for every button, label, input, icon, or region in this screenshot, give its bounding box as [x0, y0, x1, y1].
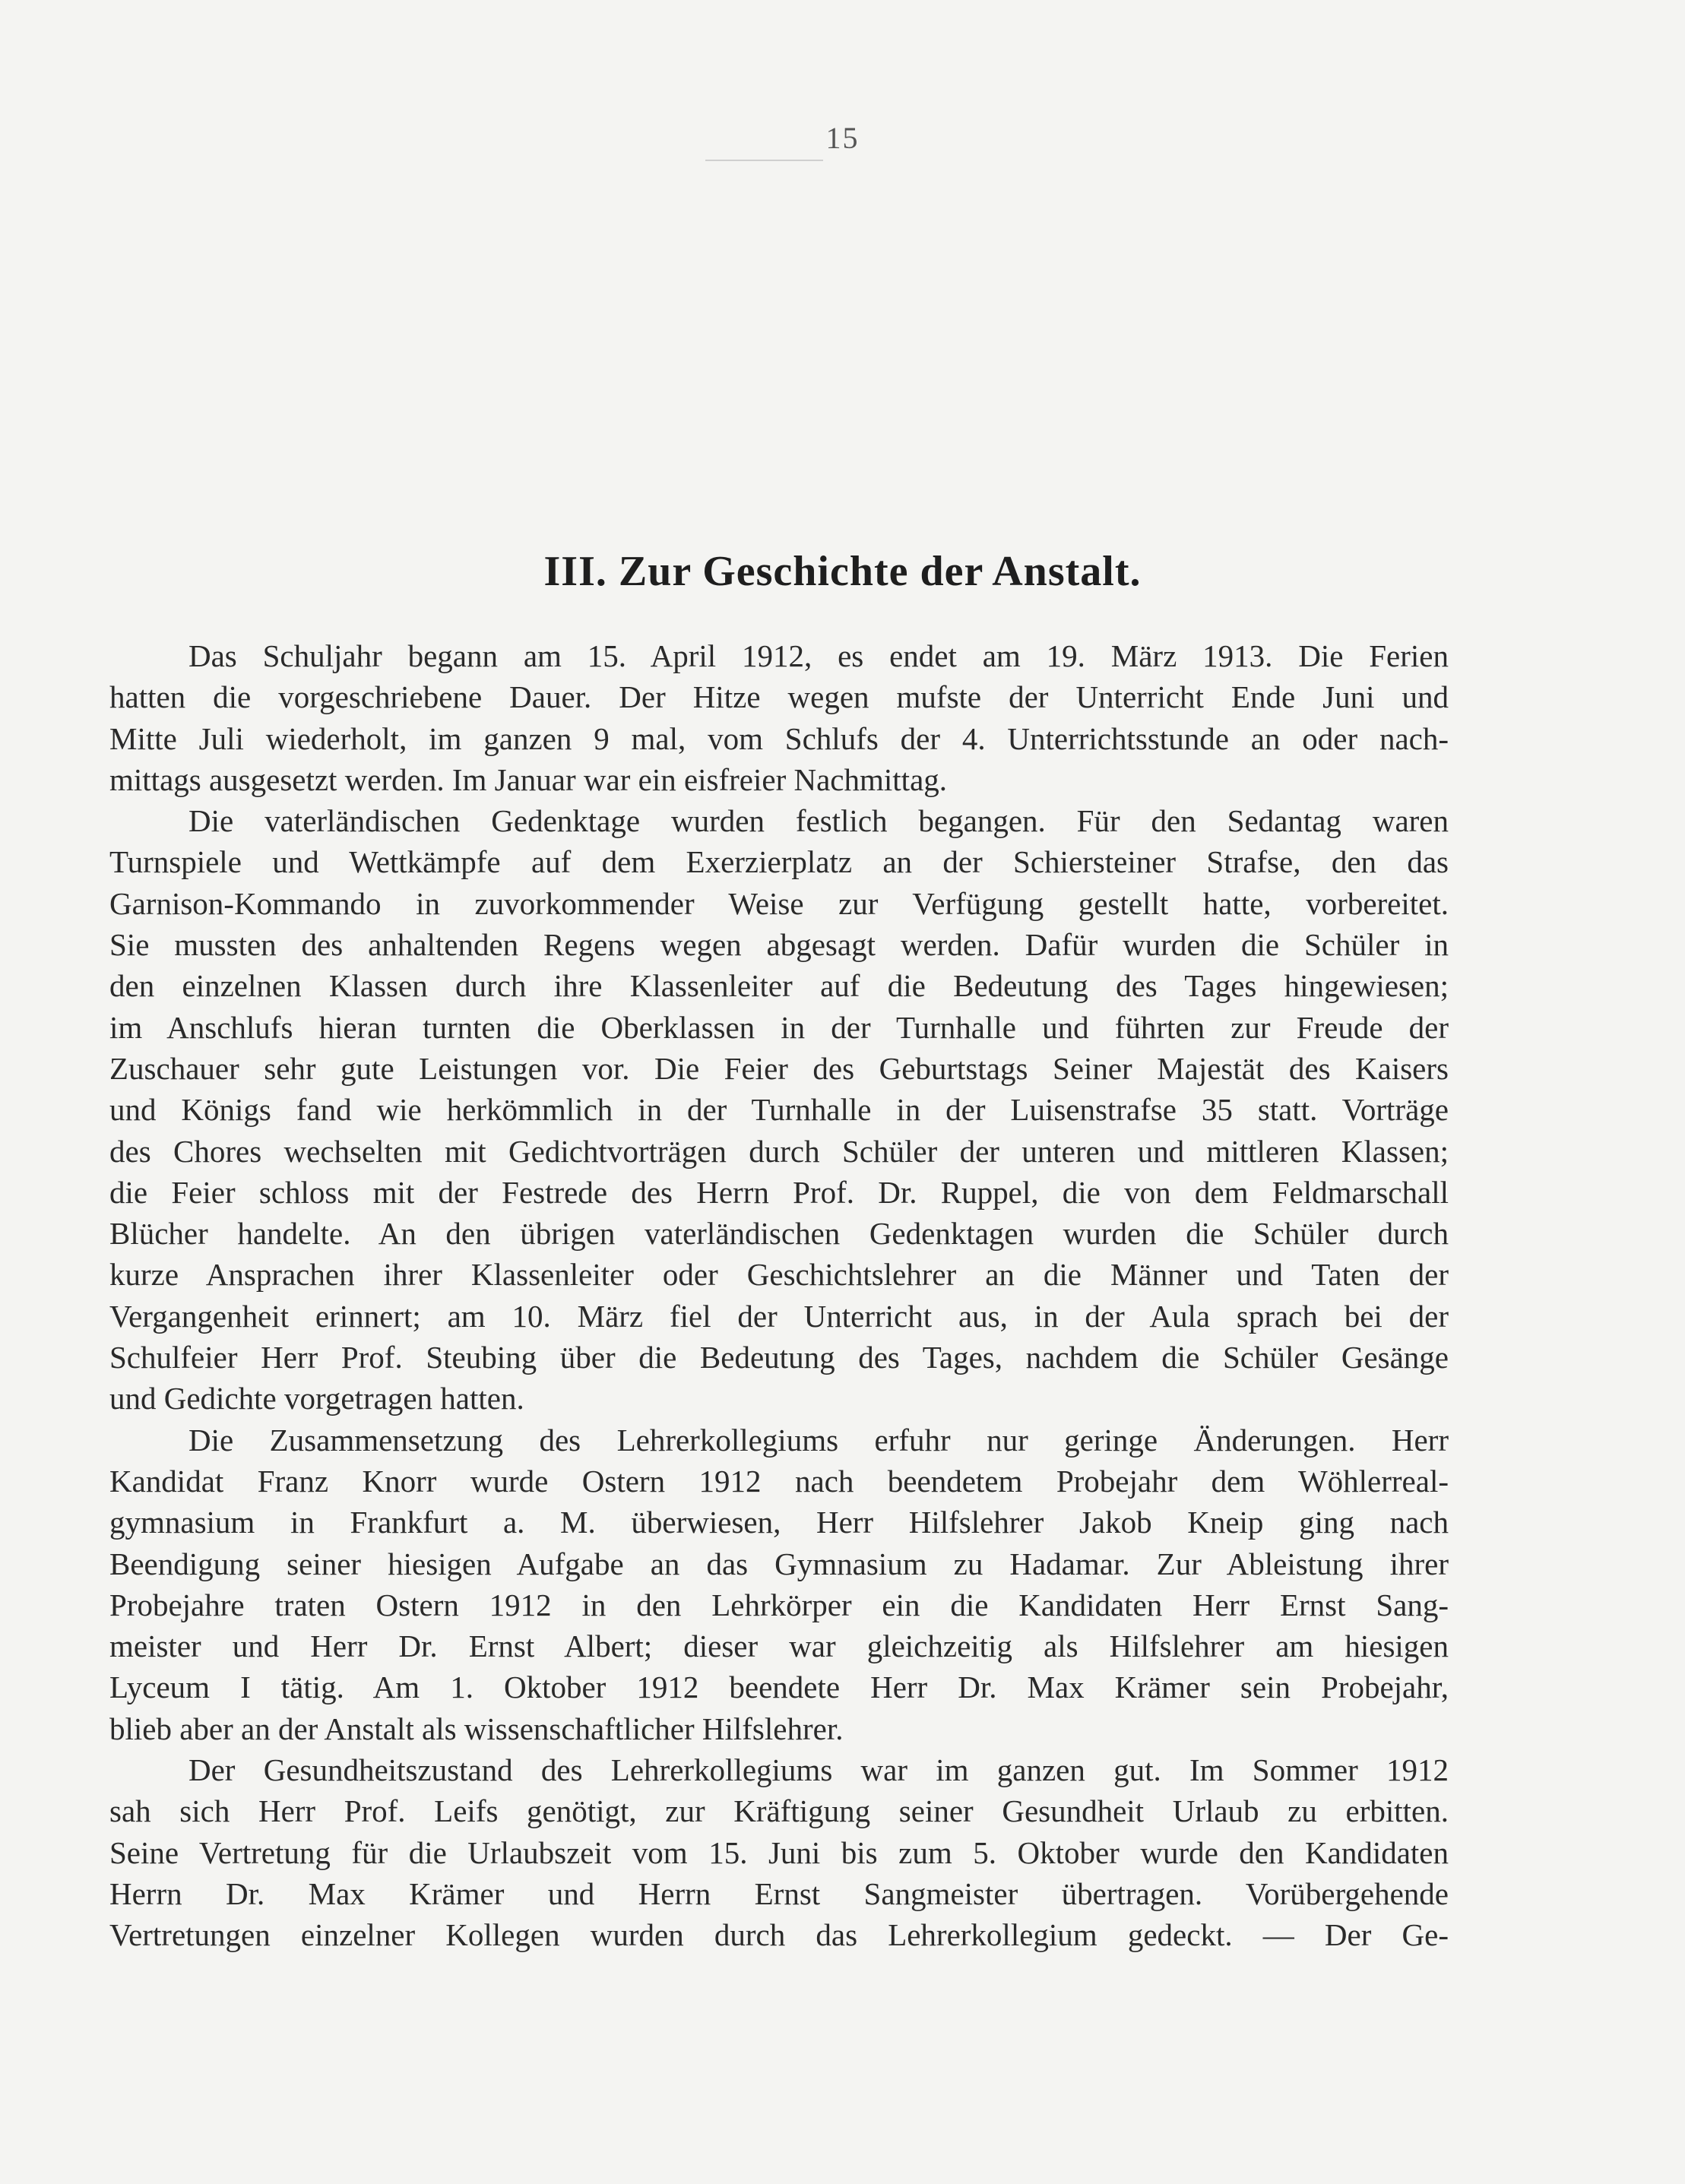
text-line: Beendigung seiner hiesigen Aufgabe an das Gymnasium zu Hadamar. Zur Ableistung ihrer: [109, 1546, 1449, 1581]
text-line: Sie mussten des anhaltenden Regens wegen abgesagt werden. Dafür wurden die Schüler in: [109, 927, 1449, 963]
text-line: blieb aber an der Anstalt als wissenschaftlicher Hilfslehrer.: [109, 1711, 844, 1746]
text-line: den einzelnen Klassen durch ihre Klassenleiter auf die Bedeutung des Tages hingewiesen;: [109, 968, 1449, 1004]
text-line: Vertretungen einzelner Kollegen wurden durch das Lehrerkollegium gedeckt. — Der Ge-: [109, 1917, 1449, 1953]
body-text: [109, 635, 1449, 1956]
text-line: Kandidat Franz Knorr wurde Ostern 1912 nach beendetem Probejahr dem Wöhlerreal-: [109, 1463, 1449, 1499]
text-line: Zuschauer sehr gute Leistungen vor. Die Feier des Geburtstags Seiner Majestät des Kaisers: [109, 1050, 1449, 1086]
text-line: Schulfeier Herr Prof. Steubing über die Bedeutung des Tages, nachdem die Schüler Gesänge: [109, 1340, 1449, 1375]
section-title: III. Zur Geschichte der Anstalt.: [543, 548, 1142, 595]
header-rule: [705, 160, 823, 161]
text-line: Garnison-Kommando in zuvorkommender Weise zur Verfügung gestellt hatte, vorbereitet.: [109, 885, 1449, 921]
text-line: meister und Herr Dr. Ernst Albert; dieser war gleichzeitig als Hilfslehrer am hiesigen: [109, 1629, 1449, 1664]
text-line: und Gedichte vorgetragen hatten.: [109, 1381, 524, 1416]
text-line: Herrn Dr. Max Krämer und Herrn Ernst Sangmeister übertragen. Vorübergehende: [109, 1875, 1449, 1911]
text-line: Turnspiele und Wettkämpfe auf dem Exerzierplatz an der Schiersteiner Strafse, den das: [109, 844, 1449, 880]
text-line: sah sich Herr Prof. Leifs genötigt, zur Kräftigung seiner Gesundheit Urlaub zu erbitten.: [109, 1793, 1449, 1829]
text-line: hatten die vorgeschriebene Dauer. Der Hitze wegen mufste der Unterricht Ende Juni und: [109, 679, 1449, 715]
text-line: Seine Vertretung für die Urlaubszeit vom 15. Juni bis zum 5. Oktober wurde den Kandidaten: [109, 1834, 1449, 1870]
text-line: kurze Ansprachen ihrer Klassenleiter oder Geschichtslehrer an die Männer und Taten der: [109, 1257, 1449, 1293]
page-number: 15: [825, 121, 860, 155]
text-line: Vergangenheit erinnert; am 10. März fiel der Unterricht aus, in der Aula sprach bei der: [109, 1298, 1449, 1334]
text-line: Die Zusammensetzung des Lehrerkollegiums erfuhr nur geringe Änderungen. Herr: [188, 1422, 1449, 1458]
text-line: gymnasium in Frankfurt a. M. überwiesen, Herr Hilfslehrer Jakob Kneip ging nach: [109, 1505, 1449, 1540]
text-line: des Chores wechselten mit Gedichtvorträgen durch Schüler der unteren und mittleren Klassen;: [109, 1133, 1449, 1169]
text-line: mittags ausgesetzt werden. Im Januar war ein eisfreier Nachmittag.: [109, 761, 948, 797]
text-line: Der Gesundheitszustand des Lehrerkollegiums war im ganzen gut. Im Sommer 1912: [188, 1752, 1449, 1788]
text-line: Die vaterländischen Gedenktage wurden festlich begangen. Für den Sedantag waren: [188, 803, 1449, 839]
text-line: Probejahre traten Ostern 1912 in den Lehrkörper ein die Kandidaten Herr Ernst Sang-: [109, 1587, 1449, 1622]
text-line: im Anschlufs hieran turnten die Oberklassen in der Turnhalle und führten zur Freude der: [109, 1009, 1449, 1045]
text-line: und Königs fand wie herkömmlich in der Turnhalle in der Luisenstrafse 35 statt. Vorträge: [109, 1092, 1449, 1128]
text-line: Das Schuljahr begann am 15. April 1912, es endet am 19. März 1913. Die Ferien: [188, 638, 1449, 673]
text-line: die Feier schloss mit der Festrede des Herrn Prof. Dr. Ruppel, die von dem Feldmarschall: [109, 1174, 1449, 1210]
text-line: Blücher handelte. An den übrigen vaterländischen Gedenktagen wurden die Schüler durch: [109, 1216, 1449, 1252]
text-line: Lyceum I tätig. Am 1. Oktober 1912 beendete Herr Dr. Max Krämer sein Probejahr,: [109, 1670, 1449, 1705]
text-line: Mitte Juli wiederholt, im ganzen 9 mal, vom Schlufs der 4. Unterrichtsstunde an oder nach-: [109, 720, 1449, 756]
